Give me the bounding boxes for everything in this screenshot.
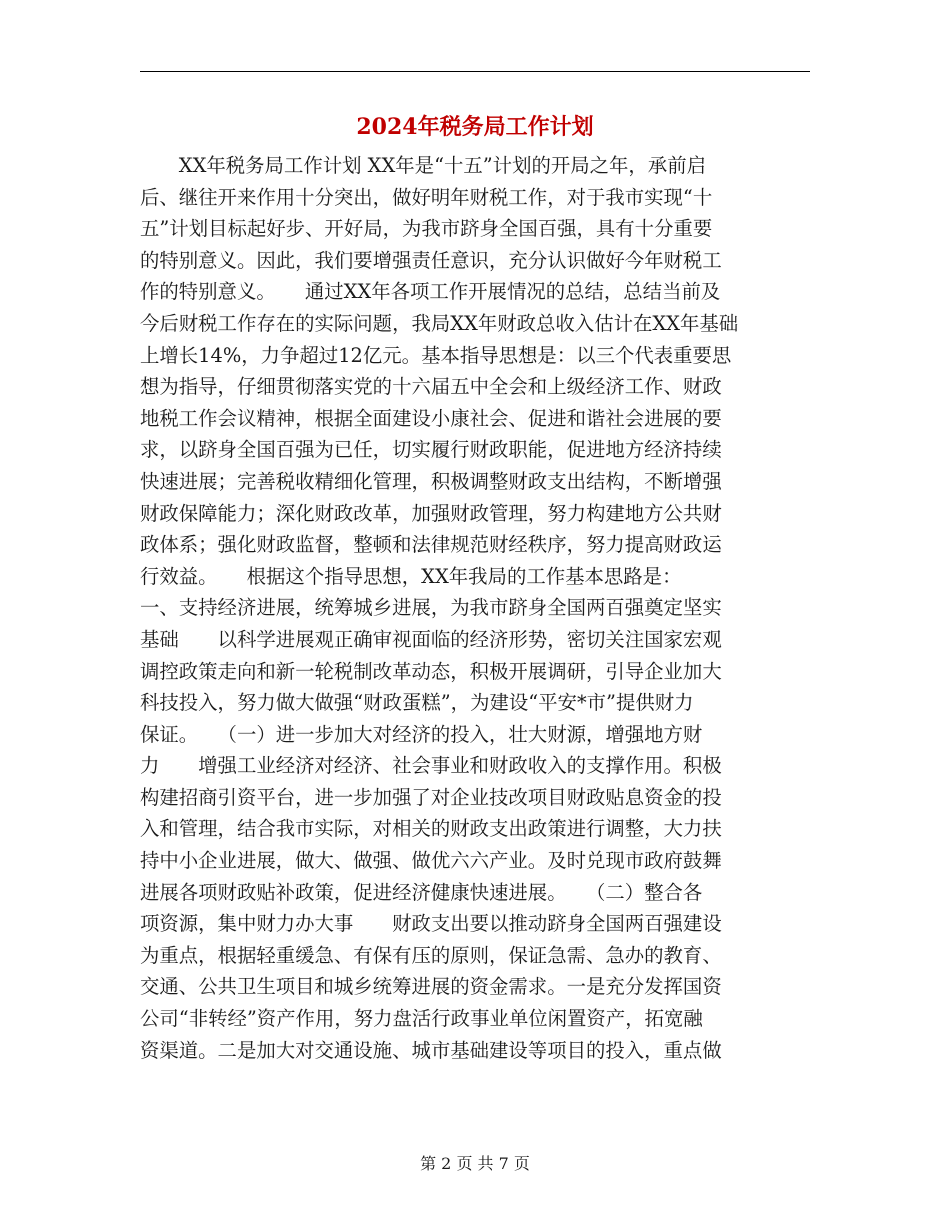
body-text-line: 的特别意义。因此，我们要增强责任意识，充分认识做好今年财税工 bbox=[140, 248, 722, 272]
body-text-line: 地税工作会议精神，根据全面建设小康社会、促进和谐社会进展的要 bbox=[140, 406, 722, 430]
body-text-line: 后、继往开来作用十分突出，做好明年财税工作，对于我市实现“十 bbox=[140, 185, 713, 209]
body-text-line: 快速进展；完善税收精细化管理，积极调整财政支出结构，不断增强 bbox=[140, 469, 722, 493]
body-text-line: 基础 以科学进展观正确审视面临的经济形势，密切关注国家宏观 bbox=[140, 627, 722, 651]
document-body bbox=[140, 150, 810, 1066]
body-text-line: 力 增强工业经济对经济、社会事业和财政收入的支撑作用。积极 bbox=[140, 754, 722, 778]
body-text-line: 调控政策走向和新一轮税制改革动态，积极开展调研，引导企业加大 bbox=[140, 659, 722, 683]
body-text-line: 交通、公共卫生项目和城乡统筹进展的资金需求。一是充分发挥国资 bbox=[140, 975, 722, 999]
body-text-line: 构建招商引资平台，进一步加强了对企业技改项目财政贴息资金的投 bbox=[140, 785, 722, 809]
body-text-line: 进展各项财政贴补政策，促进经济健康快速进展。 （二）整合各 bbox=[140, 880, 703, 904]
body-text-line: 资渠道。二是加大对交通设施、城市基础建设等项目的投入，重点做 bbox=[140, 1038, 722, 1062]
body-text-line: 政体系；强化财政监督，整顿和法律规范财经秩序，努力提高财政运 bbox=[140, 533, 722, 557]
body-text-line: 保证。 （一）进一步加大对经济的投入，壮大财源，增强地方财 bbox=[140, 722, 703, 746]
body-text-line: 入和管理，结合我市实际，对相关的财政支出政策进行调整，大力扶 bbox=[140, 817, 722, 841]
document-title: 2024年税务局工作计划 bbox=[356, 114, 594, 140]
body-text-line: XX年税务局工作计划 XX年是“十五”计划的开局之年，承前启 bbox=[140, 154, 706, 177]
body-text-line: 持中小企业进展，做大、做强、做优六六产业。及时兑现市政府鼓舞 bbox=[140, 849, 722, 873]
body-text-line: 作的特别意义。 通过XX年各项工作开展情况的总结，总结当前及 bbox=[140, 280, 721, 304]
body-text-line: 项资源，集中财力办大事 财政支出要以推动跻身全国两百强建设 bbox=[140, 912, 722, 936]
body-text-line: 财政保障能力；深化财政改革，加强财政管理，努力构建地方公共财 bbox=[140, 501, 722, 525]
body-text-line: 科技投入，努力做大做强“财政蛋糕”，为建设“平安*市”提供财力 bbox=[140, 691, 694, 715]
body-text-line: 行效益。 根据这个指导思想，XX年我局的工作基本思路是： bbox=[140, 564, 682, 588]
page-number-footer: 第 2 页 共 7 页 bbox=[420, 1154, 530, 1173]
body-text-line: 一、支持经济进展，统筹城乡进展，为我市跻身全国两百强奠定坚实 bbox=[140, 596, 722, 620]
body-text-line: 五”计划目标起好步、开好局，为我市跻身全国百强，具有十分重要 bbox=[140, 217, 713, 241]
body-text-line: 今后财税工作存在的实际问题，我局XX年财政总收入估计在XX年基础 bbox=[140, 311, 739, 335]
body-text-line: 为重点，根据轻重缓急、有保有压的原则，保证急需、急办的教育、 bbox=[140, 943, 722, 967]
body-text-line: 求，以跻身全国百强为已任，切实履行财政职能，促进地方经济持续 bbox=[140, 438, 722, 462]
header-rule bbox=[140, 71, 810, 72]
body-text-line: 上增长14%，力争超过12亿元。基本指导思想是：以三个代表重要思 bbox=[140, 343, 732, 367]
body-text-line: 想为指导，仔细贯彻落实党的十六届五中全会和上级经济工作、财政 bbox=[140, 375, 722, 399]
body-text-line: 公司“非转经”资产作用，努力盘活行政事业单位闲置资产，拓宽融 bbox=[140, 1007, 703, 1031]
